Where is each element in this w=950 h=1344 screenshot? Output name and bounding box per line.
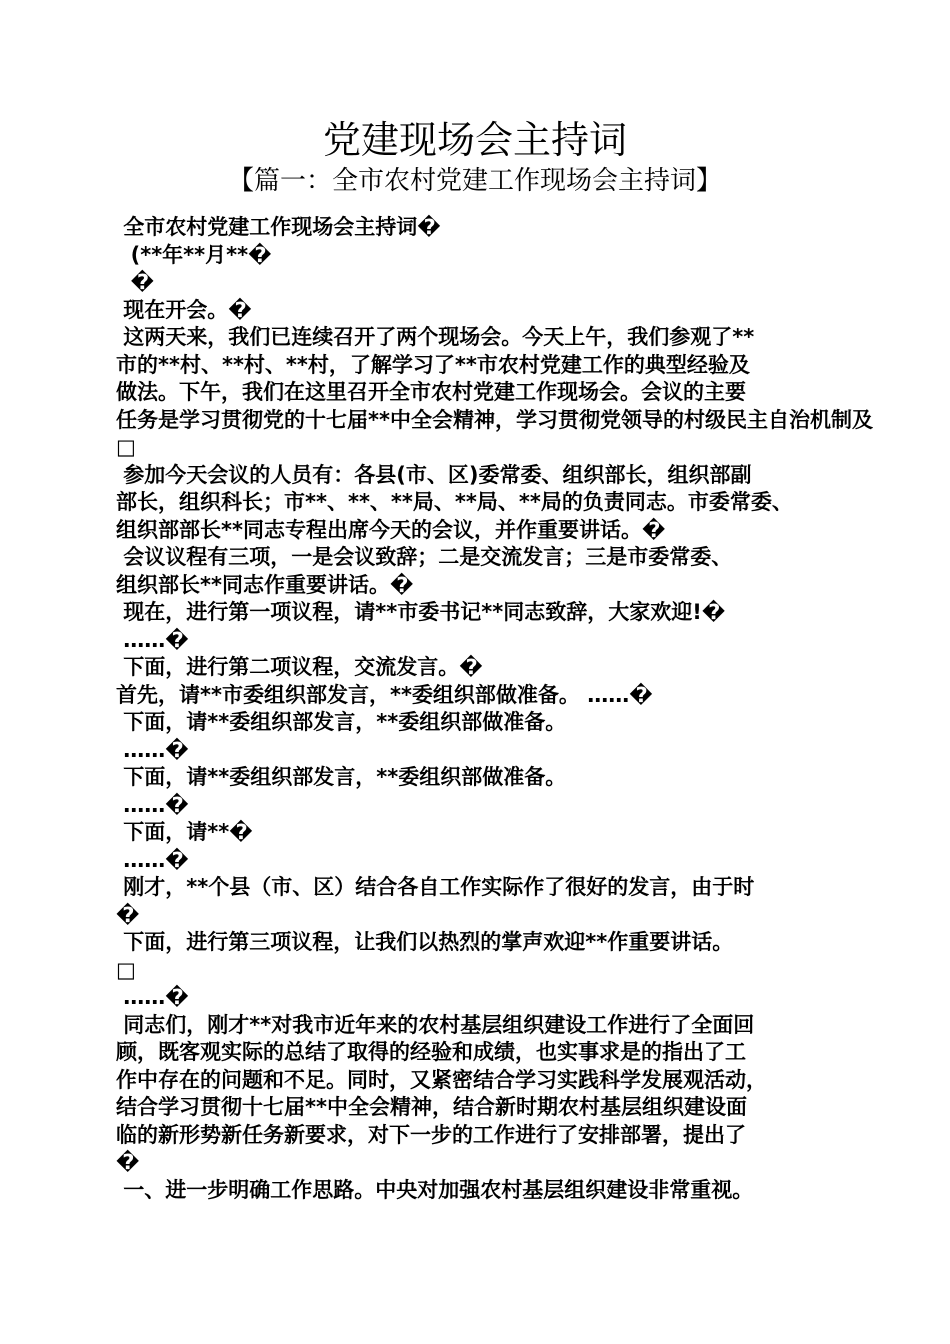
- body-line: �: [116, 1150, 140, 1174]
- body-line: 下面，进行第二项议程，交流发言。�: [116, 655, 483, 679]
- body-line: 现在，进行第一项议程，请**市委书记**同志致辞，大家欢迎!�: [116, 600, 726, 624]
- body-line: 下面，请**�: [116, 820, 253, 844]
- body-line: �: [116, 902, 140, 927]
- body-line: 组织部长**同志作重要讲话。�: [116, 572, 414, 597]
- body-line: 下面，进行第三项议程，让我们以热烈的掌声欢迎**作重要讲话。: [116, 930, 734, 954]
- body-line: 这两天来，我们已连续召开了两个现场会。今天上午，我们参观了**: [116, 325, 755, 349]
- body-line: 下面，请**委组织部发言，**委组织部做准备。: [116, 765, 567, 789]
- body-line: 刚才，**个县（市、区）结合各自工作实际作了很好的发言，由于时: [116, 875, 755, 899]
- body-line: 全市农村党建工作现场会主持词�: [116, 215, 441, 239]
- body-line: ……�: [116, 985, 189, 1009]
- body-line: 会议议程有三项，一是会议致辞；二是交流发言；三是市委常委、: [116, 545, 733, 569]
- body-line: 顾，既客观实际的总结了取得的经验和成绩，也实事求是的指出了工: [116, 1040, 746, 1064]
- body-line: 部长，组织科长；市**、**、**局、**局、**局的负责同志。市委常委、: [116, 490, 793, 514]
- body-line: (**年**月**�: [116, 242, 272, 267]
- body-line: 参加今天会议的人员有：各县(市、区)委常委、组织部长，组织部副: [116, 462, 752, 487]
- body-line: ……�: [116, 627, 189, 652]
- body-line: 首先，请**市委组织部发言，**委组织部做准备。 ……�: [116, 682, 653, 707]
- body-line: □: [116, 957, 136, 982]
- document-body: [116, 214, 950, 1204]
- body-line: ……�: [116, 847, 189, 872]
- body-line: 作中存在的问题和不足。同时，又紧密结合学习实践科学发展观活动，: [116, 1067, 767, 1092]
- body-line: �: [116, 270, 155, 294]
- body-line: 下面，请**委组织部发言，**委组织部做准备。: [116, 710, 567, 734]
- body-line: ……�: [116, 737, 189, 762]
- body-line: 一、进一步明确工作思路。中央对加强农村基层组织建设非常重视。: [116, 1177, 754, 1202]
- body-line: 任务是学习贯彻党的十七届**中全会精神，学习贯彻党领导的村级民主自治机制及: [116, 407, 873, 432]
- body-line: 结合学习贯彻十七届**中全会精神，结合新时期农村基层组织建设面: [116, 1095, 747, 1119]
- body-line: 同志们，刚才**对我市近年来的农村基层组织建设工作进行了全面回: [116, 1012, 755, 1037]
- document-title: 党建现场会主持词: [322, 118, 627, 162]
- body-line: ……�: [116, 792, 189, 817]
- body-line: □: [116, 435, 136, 459]
- body-line: 临的新形势新任务新要求，对下一步的工作进行了安排部署，提出了: [116, 1122, 746, 1147]
- body-line: 现在开会。�: [116, 297, 252, 322]
- body-line: 市的**村、**村、**村，了解学习了**市农村党建工作的典型经验及: [116, 352, 750, 377]
- document-subtitle: 【篇一：全市农村党建工作现场会主持词】: [227, 166, 722, 196]
- body-line: 组织部部长**同志专程出席今天的会议，并作重要讲话。�: [116, 517, 666, 542]
- body-line: 做法。下午，我们在这里召开全市农村党建工作现场会。会议的主要: [116, 380, 746, 404]
